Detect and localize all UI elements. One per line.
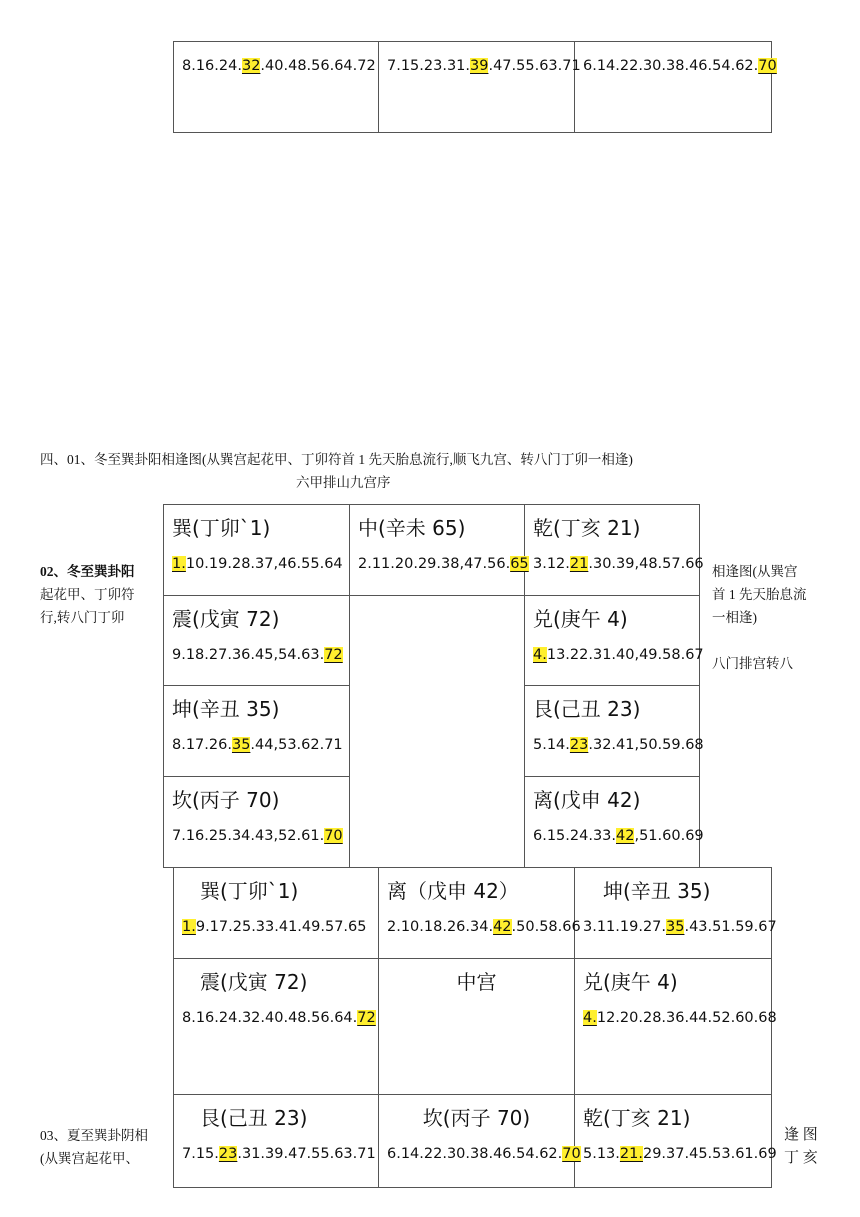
cell-numbers: 7.15.23.31.39.47.55.63.71: [387, 58, 581, 74]
bottom-right-note-line: 逢 图: [784, 1127, 818, 1143]
palace-cell: [525, 686, 704, 777]
bottom-left-note-line: 03、夏至巽卦阴相: [40, 1128, 148, 1143]
top-cell: [575, 42, 777, 133]
top-cell: [379, 42, 581, 133]
cell-numbers: 3.11.19.27.35.43.51.59.67: [583, 919, 777, 935]
bottom-left-note: [40, 1124, 170, 1170]
highlighted-number: 72: [324, 647, 343, 663]
palace-title: 巽(丁卯`1): [200, 879, 299, 903]
palace-title: 坎(丙子 70): [422, 1106, 531, 1130]
bottom-right-note: [784, 1124, 844, 1170]
cell-numbers: 3.12.21.30.39,48.57.66: [533, 556, 704, 572]
bottom-right-note-line: 丁 亥: [784, 1150, 818, 1166]
cell-numbers: 5.13.21.29.37.45.53.61.69: [583, 1146, 777, 1162]
left-note-line: 行,转八门丁卯: [40, 610, 125, 625]
highlighted-number: 35: [666, 919, 685, 935]
right-note-line: [712, 629, 842, 652]
palace-title: 兑(庚午 4): [533, 607, 628, 631]
highlighted-number: 23: [569, 737, 589, 753]
highlighted-number: 32: [241, 58, 261, 74]
top-cell: [174, 42, 379, 133]
cell-numbers: 4.12.20.28.36.44.52.60.68: [583, 1010, 777, 1026]
highlighted-number: 23: [218, 1146, 238, 1162]
cell-numbers: 1.9.17.25.33.41.49.57.65: [182, 919, 367, 935]
cell-numbers: 2.10.18.26.34.42.50.58.66: [387, 919, 581, 935]
palace-title: 乾(丁亥 21): [533, 516, 641, 540]
left-note: [40, 560, 160, 629]
palace-title: 坤(辛丑 35): [603, 879, 711, 903]
highlighted-number: 72: [357, 1010, 376, 1026]
cell-numbers: 8.16.24.32.40.48.56.64.72: [182, 1010, 376, 1026]
left-note-line: 起花甲、丁卯符: [40, 587, 135, 602]
top-table: [173, 41, 777, 133]
palace-title: 坤(辛丑 35): [172, 697, 280, 721]
cell-numbers: 9.18.27.36.45,54.63.72: [172, 647, 343, 663]
palace-cell: [174, 868, 379, 959]
palace-cell: [379, 1095, 581, 1188]
highlighted-number: 42: [493, 919, 512, 935]
cell-numbers: 8.16.24.32.40.48.56.64.72: [182, 58, 376, 74]
palace-cell: [174, 1095, 379, 1188]
palace-cell: [350, 505, 529, 596]
cell-numbers: 1.10.19.28.37,46.55.64: [172, 556, 343, 572]
palace-cell: [164, 596, 350, 686]
palace-title: 离（戊申 42）: [387, 879, 519, 903]
right-note-line: 一相逢): [712, 610, 757, 625]
highlighted-number: 70: [758, 58, 777, 74]
palace-title: 坎(丙子 70): [172, 788, 280, 812]
right-note-line: 相逢图(从巽宫: [712, 564, 798, 579]
highlighted-number: 1.: [172, 556, 186, 572]
palace-cell: [164, 686, 350, 777]
right-note-line: 八门排宫转八: [712, 656, 793, 671]
cell-numbers: 8.17.26.35.44,53.62.71: [172, 737, 343, 753]
palace-title: 艮(己丑 23): [200, 1106, 308, 1130]
cell-numbers: 2.11.20.29.38,47.56.65: [358, 556, 529, 572]
palace-title: 震(戊寅 72): [172, 607, 280, 631]
palace-cell: [525, 505, 704, 596]
palace-cell: [164, 777, 350, 868]
section-heading: 四、01、冬至巽卦阳相逢图(从巽宫起花甲、丁卯符首 1 先天胎息流行,顺飞九宫、转八门丁卯一相逢): [40, 452, 633, 467]
left-note-line: 02、冬至巽卦阳: [40, 564, 135, 579]
palace-cell: [525, 777, 704, 868]
highlighted-number: 70: [324, 828, 343, 844]
palace-title: 震(戊寅 72): [200, 970, 308, 994]
palace-cell: [575, 868, 777, 959]
palace-title: 离(戊申 42): [533, 788, 641, 812]
cell-numbers: 5.14.23.32.41,50.59.68: [533, 737, 704, 753]
cell-numbers: 4.13.22.31.40,49.58.67: [533, 647, 704, 663]
palace-cell: [525, 596, 704, 686]
palace-cell: [379, 868, 581, 959]
highlighted-number: 42: [616, 828, 635, 844]
highlighted-number: 39: [470, 58, 489, 74]
highlighted-number: 4.: [583, 1010, 597, 1026]
cell-numbers: 6.14.22.30.38.46.54.62.70: [583, 58, 777, 74]
cell-numbers: 7.16.25.34.43,52.61.70: [172, 828, 343, 844]
cell-numbers: 7.15.23.31.39.47.55.63.71: [182, 1146, 376, 1162]
bottom-left-note-line: (从巽宫起花甲、: [40, 1151, 139, 1166]
highlighted-number: 21.: [619, 1146, 643, 1162]
palace-title: 兑(庚午 4): [583, 970, 678, 994]
cell-numbers: 6.14.22.30.38.46.54.62.70: [387, 1146, 581, 1162]
right-note-line: 首 1 先天胎息流: [712, 587, 807, 602]
palace-cell: [174, 959, 379, 1095]
palace-title: 艮(己丑 23): [533, 697, 641, 721]
center-empty-cell: [350, 596, 525, 868]
highlighted-number: 35: [231, 737, 251, 753]
highlighted-number: 21: [569, 556, 589, 572]
palace-title: 中(辛未 65): [358, 516, 466, 540]
section-subheading: 六甲排山九宫序: [296, 475, 391, 490]
highlighted-number: 4.: [533, 647, 547, 663]
grid-winter-solstice: [163, 504, 704, 868]
grid-summer-solstice: [173, 867, 777, 1188]
palace-cell: [164, 505, 350, 596]
palace-title: 中宫: [456, 970, 497, 994]
palace-cell: [575, 959, 777, 1095]
right-note: [712, 560, 842, 675]
highlighted-number: 1.: [182, 919, 196, 935]
palace-cell: [575, 1095, 777, 1188]
cell-numbers: 6.15.24.33.42,51.60.69: [533, 828, 704, 844]
palace-cell: [379, 959, 575, 1095]
palace-title: 巽(丁卯`1): [172, 516, 271, 540]
highlighted-number: 70: [562, 1146, 581, 1162]
highlighted-number: 65: [510, 556, 529, 572]
palace-title: 乾(丁亥 21): [583, 1106, 691, 1130]
